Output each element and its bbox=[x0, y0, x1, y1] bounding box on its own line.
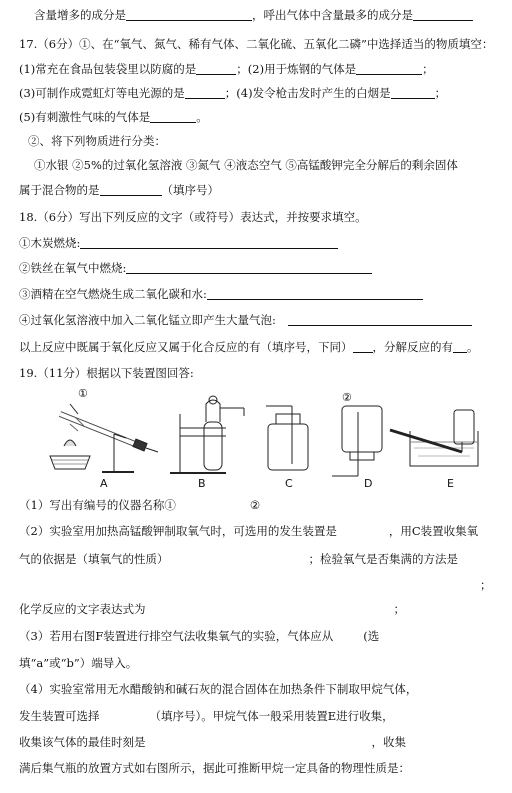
blank[interactable] bbox=[288, 314, 472, 326]
blank[interactable] bbox=[356, 63, 422, 75]
blank[interactable] bbox=[126, 9, 252, 21]
text: (5)有刺激性气味的气体是 bbox=[19, 110, 151, 124]
q18-line-3 bbox=[19, 287, 423, 301]
q18-line-2 bbox=[19, 261, 372, 275]
text: ；(4)发令枪击发时产生的白烟是 bbox=[224, 86, 391, 100]
blank[interactable] bbox=[413, 9, 473, 21]
label-e: E bbox=[447, 477, 454, 490]
apparatus-c bbox=[266, 406, 308, 470]
text: 。 bbox=[196, 110, 208, 124]
apparatus-b bbox=[170, 396, 244, 473]
mark-2: ② bbox=[342, 391, 352, 404]
text: (3)可制作成霓虹灯等电光源的是 bbox=[19, 86, 185, 100]
text: （2）实验室用加热高锰酸钾制取氧气时，可选用的发生装置是 bbox=[19, 524, 337, 538]
blank[interactable] bbox=[391, 87, 435, 99]
text: ②铁丝在氧气中燃烧: bbox=[19, 261, 127, 275]
text: ② bbox=[249, 498, 261, 512]
text-l1a: 含量增多的成分是 bbox=[34, 8, 126, 22]
q17-line-3 bbox=[19, 110, 208, 124]
text-l1b: ，呼出气体中含量最多的成分是 bbox=[252, 8, 413, 22]
q19-line-3 bbox=[19, 552, 458, 566]
q17-heading: 17.（6分）①、在“氧气、氮气、稀有气体、二氧化硫、五氧化二磷”中选择适当的物质填空： bbox=[19, 37, 494, 51]
text: ，收集 bbox=[371, 735, 406, 749]
q19-line-5 bbox=[19, 602, 405, 616]
q19-line-11: 满后集气瓶的放置方式如右图所示，据此可推断甲烷一定具备的物理性质是： bbox=[19, 761, 410, 775]
text: 属于混合物的是 bbox=[19, 183, 100, 197]
mark-1: ① bbox=[78, 387, 88, 400]
q18-heading: 18.（6分）写出下列反应的文字（或符号）表达式，并按要求填空。 bbox=[19, 210, 367, 224]
q18-line-1 bbox=[19, 236, 338, 250]
text: ；(2)用于炼钢的气体是 bbox=[236, 62, 357, 76]
blank[interactable] bbox=[207, 288, 423, 300]
text: ； bbox=[434, 86, 447, 100]
q17-items: ①水银 ②5%的过氧化氢溶液 ③氮气 ④液态空气 ⑤高锰酸钾完全分解后的剩余固体 bbox=[34, 158, 458, 172]
blank[interactable] bbox=[150, 111, 196, 123]
blank[interactable] bbox=[80, 237, 338, 249]
apparatus-e bbox=[390, 410, 478, 466]
text: 化学反应的文字表达式为 bbox=[19, 602, 146, 616]
text: ； bbox=[393, 602, 405, 616]
q19-line-6 bbox=[19, 629, 379, 643]
text: ； bbox=[422, 62, 434, 76]
blank[interactable] bbox=[185, 87, 225, 99]
q19-line-2 bbox=[19, 524, 478, 538]
blank[interactable] bbox=[453, 341, 467, 353]
q19-line-10 bbox=[19, 735, 406, 749]
text: （填序号）。甲烷气体一般采用装置E进行收集， bbox=[149, 709, 394, 723]
line-1 bbox=[34, 8, 473, 22]
q17-line-2 bbox=[19, 86, 446, 100]
q19-line-1 bbox=[19, 498, 260, 512]
text: ①木炭燃烧: bbox=[19, 236, 81, 250]
q18-line-5 bbox=[19, 340, 479, 354]
label-b: B bbox=[198, 477, 206, 490]
q17-mixture bbox=[19, 183, 219, 197]
q17-part2: ②、将下列物质进行分类： bbox=[28, 134, 166, 148]
text: 气的依据是（填氧气的性质） bbox=[19, 552, 169, 566]
text: （3）若用右图F装置进行排空气法收集氧气的实验，气体应从 bbox=[19, 629, 334, 643]
apparatus-a bbox=[50, 404, 158, 472]
text: 以上反应中既属于氧化反应又属于化合反应的有（填序号，下同） bbox=[19, 340, 353, 354]
blank[interactable] bbox=[353, 341, 373, 353]
q19-line-4: ； bbox=[480, 578, 492, 592]
text: ④过氧化氢溶液中加入二氧化锰立即产生大量气泡: bbox=[19, 313, 276, 327]
q19-line-9 bbox=[19, 709, 394, 723]
label-d: D bbox=[364, 477, 373, 490]
text: ；检验氧气是否集满的方法是 bbox=[308, 552, 458, 566]
apparatus-figure bbox=[30, 386, 500, 486]
text: (1)常充在食品包装袋里以防腐的是 bbox=[19, 62, 197, 76]
blank[interactable] bbox=[126, 262, 372, 274]
q19-line-8: （4）实验室常用无水醋酸钠和碱石灰的混合固体在加热条件下制取甲烷气体， bbox=[19, 682, 418, 696]
text: （填序号） bbox=[161, 183, 219, 197]
text: ③酒精在空气燃烧生成二氧化碳和水: bbox=[19, 287, 207, 301]
text: 。 bbox=[467, 340, 479, 354]
text: ，用C装置收集氧 bbox=[388, 524, 479, 538]
blank[interactable] bbox=[196, 63, 236, 75]
text: ，分解反应的有 bbox=[372, 340, 453, 354]
q18-line-4 bbox=[19, 313, 472, 327]
label-c: C bbox=[285, 477, 293, 490]
q17-line-1 bbox=[19, 62, 434, 76]
text: 发生装置可选择 bbox=[19, 709, 100, 723]
apparatus-d bbox=[332, 406, 382, 476]
blank[interactable] bbox=[100, 184, 162, 196]
text: （1）写出有编号的仪器名称① bbox=[19, 498, 176, 512]
text: (选 bbox=[363, 629, 380, 643]
text: 收集该气体的最佳时刻是 bbox=[19, 735, 146, 749]
q19-heading: 19.（11分）根据以下装置图回答: bbox=[19, 366, 194, 380]
q19-line-7: 填“a”或“b”）端导入。 bbox=[19, 656, 138, 670]
label-a: A bbox=[100, 477, 108, 490]
